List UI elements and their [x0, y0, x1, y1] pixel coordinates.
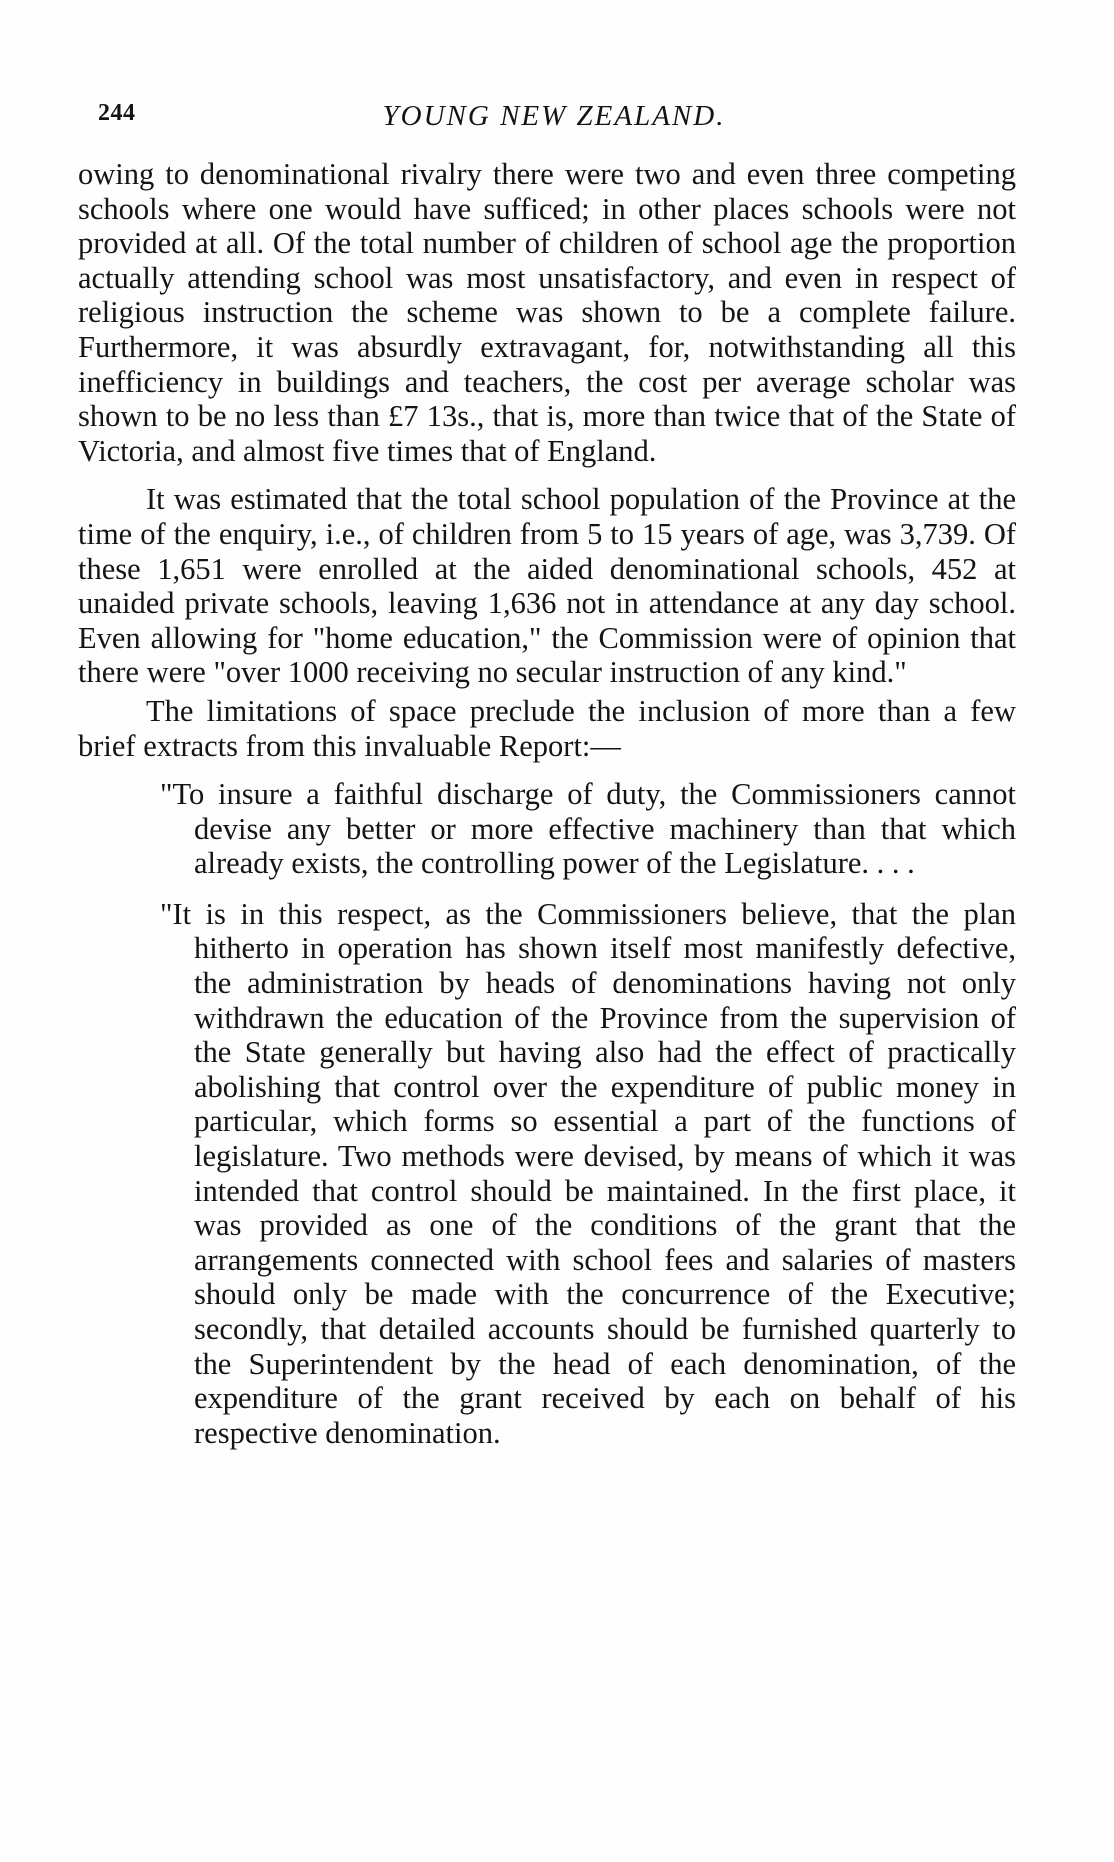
paragraph-school-population: It was estimated that the total school population of the Province at the time of the enquiry, i.e., of children from 5 to 15 years of age, was 3,739. Of these 1,651 were enrolled at the aided denominational schools, 452 at unaided private schools, leaving 1,636 not in attendance at any day school. Even allowing for "home education," the Commission were of opinion that there were "over 1000 receiving no secular instruction of any kind." [78, 482, 1016, 690]
paragraph-report-intro: The limitations of space preclude the inclusion of more than a few brief extracts from this invaluable Report:— [78, 693, 1016, 763]
quote-plan-defective: "It is in this respect, as the Commissioners believe, that the plan hitherto in operation has shown itself most manifestly defective, the administration by heads of denominations having not only withdrawn the education of the Province from the supervision of the State generally but having also had the effect of practically abolishing that control over the expenditure of public money in particular, which forms so essential a part of the functions of legislature. Two methods were devised, by means of which it was intended that control should be maintained. In the first place, it was provided as one of the conditions of the grant that the arrangements connected with school fees and salaries of masters should only be made with the concurrence of the Executive; secondly, that detailed accounts should be furnished quarterly to the Superintendent by the head of each denomination, of the expenditure of the grant received by each on behalf of his respective denomination. [160, 896, 1016, 1450]
running-title: YOUNG NEW ZEALAND. [382, 100, 726, 132]
body-text [78, 157, 1016, 1450]
running-head [98, 100, 1010, 140]
quote-controlling-power: "To insure a faithful discharge of duty, the Commissioners cannot devise any better or more effective machinery than that which already exists, the controlling power of the Legislature. . . . [160, 777, 1016, 881]
paragraph-continuation: owing to denominational rivalry there were two and even three competing schools where one would have sufficed; in other places schools were not provided at all. Of the total number of children of school age the proportion actually attending school was most unsatisfactory, and even in respect of religious instruction the scheme was shown to be a complete failure. Furthermore, it was absurdly extravagant, for, notwithstanding all this inefficiency in buildings and teachers, the cost per average scholar was shown to be no less than £7 13s., that is, more than twice that of the State of Victoria, and almost five times that of England. [78, 157, 1016, 468]
page-number: 244 [98, 100, 136, 126]
